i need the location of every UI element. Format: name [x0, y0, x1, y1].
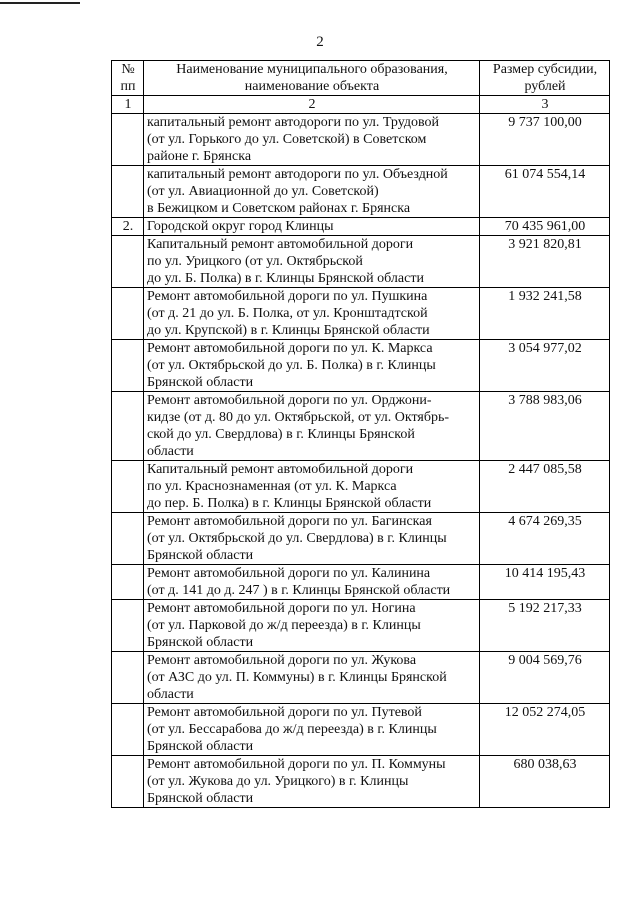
subsidy-amount: 3 788 983,06	[480, 392, 610, 461]
subsidy-amount: 12 052 274,05	[480, 704, 610, 756]
row-number	[112, 461, 144, 513]
row-number	[112, 288, 144, 340]
object-name: Капитальный ремонт автомобильной дороги по ул. Урицкого (от ул. Октябрьской до ул. Б. Полка) в г. Клинцы Брянской области	[144, 236, 480, 288]
row-number	[112, 236, 144, 288]
table-row	[112, 288, 610, 340]
row-number	[112, 166, 144, 218]
table-row	[112, 166, 610, 218]
subsidy-amount: 61 074 554,14	[480, 166, 610, 218]
table-row	[112, 114, 610, 166]
row-number	[112, 756, 144, 808]
header-name: Наименование муниципального образования, наименование объекта	[144, 61, 480, 96]
row-number	[112, 704, 144, 756]
header-num: № пп	[112, 61, 144, 96]
page-number: 2	[316, 34, 324, 50]
row-number	[112, 392, 144, 461]
table-row	[112, 218, 610, 236]
header-row	[112, 61, 610, 96]
subsidy-amount: 3 921 820,81	[480, 236, 610, 288]
table-row	[112, 340, 610, 392]
object-name: Ремонт автомобильной дороги по ул. Путевой (от ул. Бессарабова до ж/д переезда) в г. Клинцы Брянской области	[144, 704, 480, 756]
top-rule	[0, 2, 80, 4]
object-name: Ремонт автомобильной дороги по ул. Калинина (от д. 141 до д. 247 ) в г. Клинцы Брянской области	[144, 565, 480, 600]
table-row	[112, 652, 610, 704]
row-number	[112, 340, 144, 392]
object-name: капитальный ремонт автодороги по ул. Трудовой (от ул. Горького до ул. Советской) в Советском районе г. Брянска	[144, 114, 480, 166]
object-name: Ремонт автомобильной дороги по ул. П. Коммуны (от ул. Жукова до ул. Урицкого) в г. Клинцы Брянской области	[144, 756, 480, 808]
table-row	[112, 461, 610, 513]
subsidy-amount: 1 932 241,58	[480, 288, 610, 340]
row-number	[112, 565, 144, 600]
column-number: 3	[480, 96, 610, 114]
table-row	[112, 704, 610, 756]
object-name: Ремонт автомобильной дороги по ул. Ногина (от ул. Парковой до ж/д переезда) в г. Клинцы Брянской области	[144, 600, 480, 652]
column-number: 2	[144, 96, 480, 114]
object-name: Ремонт автомобильной дороги по ул. Орджони- кидзе (от д. 80 до ул. Октябрьской, от ул. Октябрь- ской до ул. Свердлова) в г. Клинцы Брянской области	[144, 392, 480, 461]
table-row	[112, 600, 610, 652]
subsidy-amount: 70 435 961,00	[480, 218, 610, 236]
table-row	[112, 392, 610, 461]
subsidy-amount: 2 447 085,58	[480, 461, 610, 513]
subsidy-amount: 9 004 569,76	[480, 652, 610, 704]
table-row	[112, 513, 610, 565]
subsidy-amount: 5 192 217,33	[480, 600, 610, 652]
object-name: Ремонт автомобильной дороги по ул. К. Маркса (от ул. Октябрьской до ул. Б. Полка) в г. Клинцы Брянской области	[144, 340, 480, 392]
subsidy-amount: 10 414 195,43	[480, 565, 610, 600]
subsidy-amount: 3 054 977,02	[480, 340, 610, 392]
table-body	[112, 114, 610, 808]
object-name: Городской округ город Клинцы	[144, 218, 480, 236]
subsidy-amount: 4 674 269,35	[480, 513, 610, 565]
subsidy-amount: 680 038,63	[480, 756, 610, 808]
column-number-row	[112, 96, 610, 114]
object-name: Ремонт автомобильной дороги по ул. Багинская (от ул. Октябрьской до ул. Свердлова) в г. Клинцы Брянской области	[144, 513, 480, 565]
object-name: Капитальный ремонт автомобильной дороги по ул. Краснознаменная (от ул. К. Маркса до пер. Б. Полка) в г. Клинцы Брянской области	[144, 461, 480, 513]
subsidy-amount: 9 737 100,00	[480, 114, 610, 166]
table-row	[112, 236, 610, 288]
row-number: 2.	[112, 218, 144, 236]
row-number	[112, 600, 144, 652]
row-number	[112, 652, 144, 704]
table-row	[112, 756, 610, 808]
object-name: Ремонт автомобильной дороги по ул. Пушкина (от д. 21 до ул. Б. Полка, от ул. Кронштадтской до ул. Крупской) в г. Клинцы Брянской области	[144, 288, 480, 340]
table-row	[112, 565, 610, 600]
table-header	[112, 61, 610, 114]
subsidy-table	[111, 60, 610, 808]
object-name: Ремонт автомобильной дороги по ул. Жукова (от АЗС до ул. П. Коммуны) в г. Клинцы Брянской области	[144, 652, 480, 704]
column-number: 1	[112, 96, 144, 114]
object-name: капитальный ремонт автодороги по ул. Объездной (от ул. Авиационной до ул. Советской) в Бежицком и Советском районах г. Брянска	[144, 166, 480, 218]
row-number	[112, 114, 144, 166]
row-number	[112, 513, 144, 565]
header-amount: Размер субсидии, рублей	[480, 61, 610, 96]
